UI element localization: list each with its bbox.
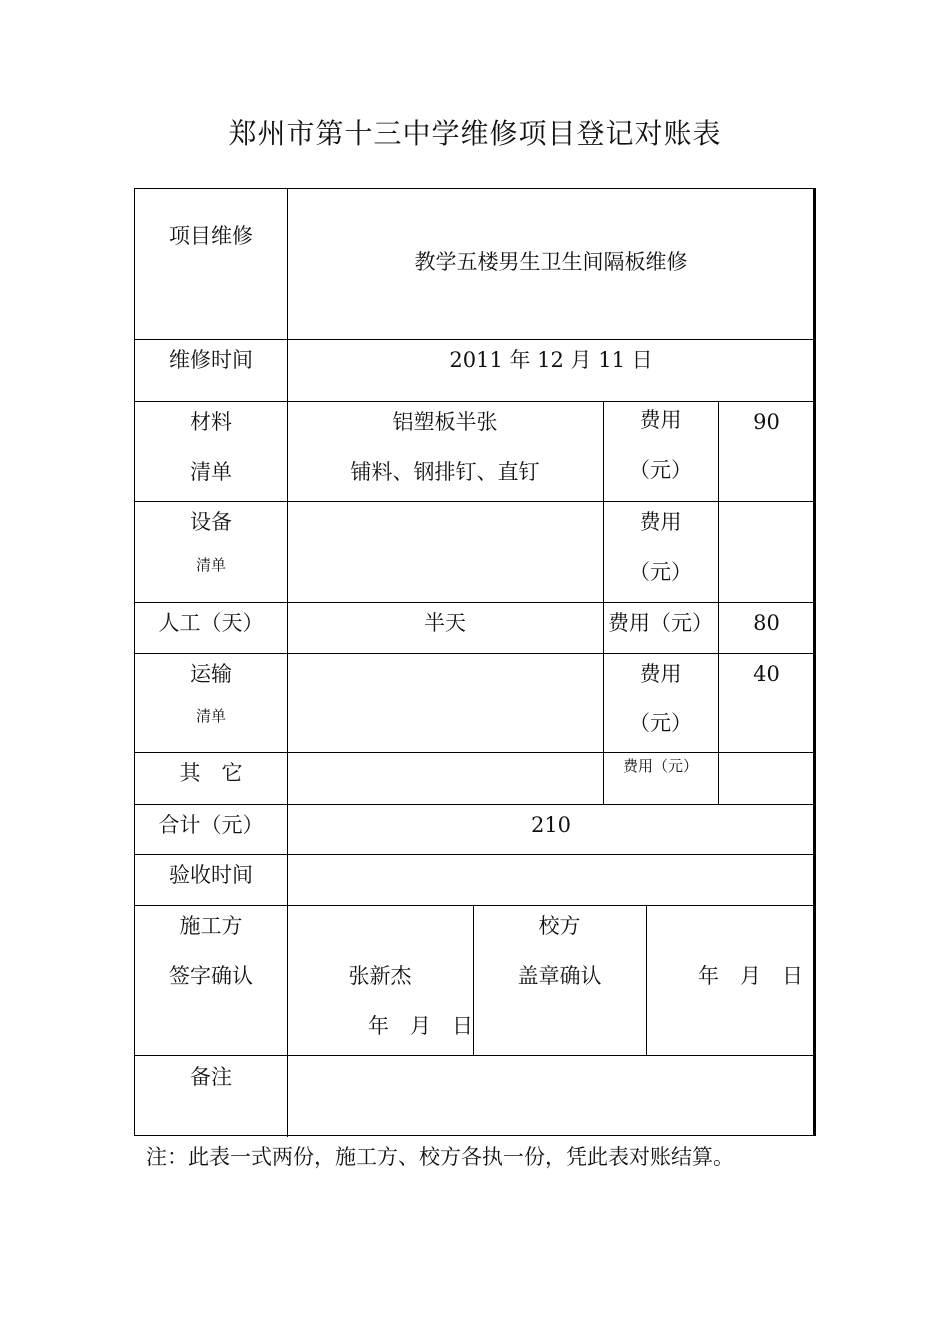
equipment-fee-label-2: （元） xyxy=(629,560,692,584)
project-value: 教学五楼男生卫生间隔板维修 xyxy=(414,250,688,274)
labor-fee: 80 xyxy=(753,611,780,635)
total-label: 合计（元） xyxy=(158,813,264,837)
material-label-2: 清单 xyxy=(190,460,232,484)
material-fee-label-1: 费用 xyxy=(639,408,682,432)
school-label-1: 校方 xyxy=(538,914,581,938)
other-fee-label: 费用（元） xyxy=(622,757,698,775)
school-label-2: 盖章确认 xyxy=(517,964,602,988)
other-label: 其 它 xyxy=(179,761,243,785)
footnote: 注：此表一式两份，施工方、校方各执一份，凭此表对账结算。 xyxy=(146,1145,734,1169)
material-fee: 90 xyxy=(753,410,780,434)
total-value: 210 xyxy=(530,813,572,837)
transport-fee-label-1: 费用 xyxy=(639,662,682,686)
project-label: 项目维修 xyxy=(169,224,253,248)
contractor-date: 年 月 日 xyxy=(368,1014,473,1038)
labor-label: 人工（天） xyxy=(158,611,264,635)
contractor-name: 张新杰 xyxy=(348,964,412,988)
transport-label-1: 运输 xyxy=(190,662,232,686)
time-label: 维修时间 xyxy=(169,348,253,372)
equipment-label-1: 设备 xyxy=(190,510,232,534)
acceptance-label: 验收时间 xyxy=(169,863,253,887)
material-item-2: 铺料、钢排钉、直钉 xyxy=(350,460,540,484)
labor-fee-label: 费用（元） xyxy=(608,611,713,635)
material-item-1: 铝塑板半张 xyxy=(392,410,498,434)
page-title: 郑州市第十三中学维修项目登记对账表 xyxy=(228,117,722,150)
contractor-label-1: 施工方 xyxy=(179,914,243,938)
contractor-label-2: 签字确认 xyxy=(169,964,253,988)
time-value: 2011 年 12 月 11 日 xyxy=(449,348,653,372)
transport-label-2: 清单 xyxy=(195,707,226,725)
transport-fee: 40 xyxy=(753,662,780,686)
school-date: 年 月 日 xyxy=(698,964,803,988)
material-fee-label-2: （元） xyxy=(629,458,692,482)
equipment-fee-label-1: 费用 xyxy=(639,510,682,534)
remarks-label: 备注 xyxy=(190,1065,232,1089)
material-label-1: 材料 xyxy=(190,410,232,434)
labor-value: 半天 xyxy=(424,611,466,635)
equipment-label-2: 清单 xyxy=(195,556,226,574)
form-table xyxy=(134,188,816,1136)
transport-fee-label-2: （元） xyxy=(629,711,692,735)
